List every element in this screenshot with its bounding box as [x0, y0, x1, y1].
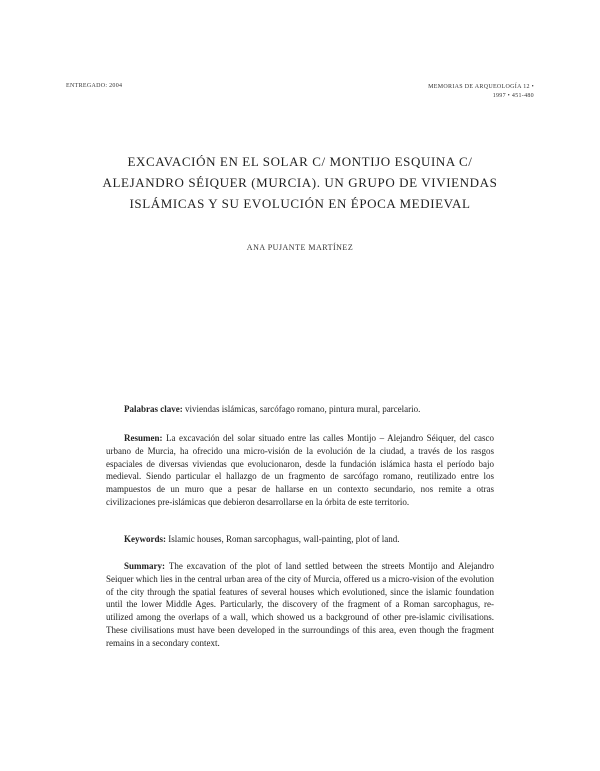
summary-label: Summary: [124, 561, 165, 571]
palabras-clave-text: viviendas islámicas, sarcófago romano, pintura mural, parcelario. [182, 404, 421, 414]
summary-text: The excavation of the plot of land settled between the streets Montijo and Alejandro Seiquer which lies in the central urban area of the city of Murcia, offered us a micro-vision of the evolution of the city through the spatial features of several houses which evolutioned, since the islamic foundation until the lower Middle Ages. Particularly, the discovery of the fragment of a Roman sarcophagus, re-utilized among the overlaps of a wall, which showed us a background of other pre-islamic civilisations. These civilisations must have been developed in the surroundings of this area, even though the fragment remains in a secondary context. [106, 561, 494, 648]
keywords-text: Islamic houses, Roman sarcophagus, wall-painting, plot of land. [166, 534, 400, 544]
journal-pages: 1997 • 451-480 [492, 93, 534, 99]
summary-section [106, 560, 494, 650]
keywords-section [106, 533, 494, 546]
article-title: EXCAVACIÓN EN EL SOLAR C/ MONTIJO ESQUINA C/ ALEJANDRO SÉIQUER (MURCIA). UN GRUPO DE VIVIENDAS ISLÁMICAS Y SU EVOLUCIÓN EN ÉPOCA MEDIEVAL [102, 154, 498, 211]
palabras-clave-section [106, 403, 494, 416]
palabras-clave-label: Palabras clave: [124, 404, 183, 414]
article-author: ANA PUJANTE MARTÍNEZ [246, 243, 354, 252]
resumen-text: La excavación del solar situado entre las calles Montijo – Alejandro Séiquer, del casco urbano de Murcia, ha ofrecido una micro-visión de la evolución de la ciudad, a través de los rasgos espaciales de diversas viviendas que evolucionaron, desde la fundación islámica hasta el período bajo medieval. Siendo particular el hallazgo de un fragmento de sarcófago romano, reutilizado entre los mampuestos de un muro que a pesar de hallarse en un contexto secundario, nos remite a otras civilizaciones pre-islámicas que debieron desarrollarse en la órbita de este territorio. [106, 433, 494, 507]
running-header-left: ENTREGADO: 2004 [66, 83, 123, 89]
running-header-right [428, 83, 534, 101]
resumen-label: Resumen: [124, 433, 163, 443]
journal-title: MEMORIAS DE ARQUEOLOGÍA 12 • [428, 84, 534, 90]
keywords-label: Keywords: [124, 534, 166, 544]
resumen-section [106, 432, 494, 509]
